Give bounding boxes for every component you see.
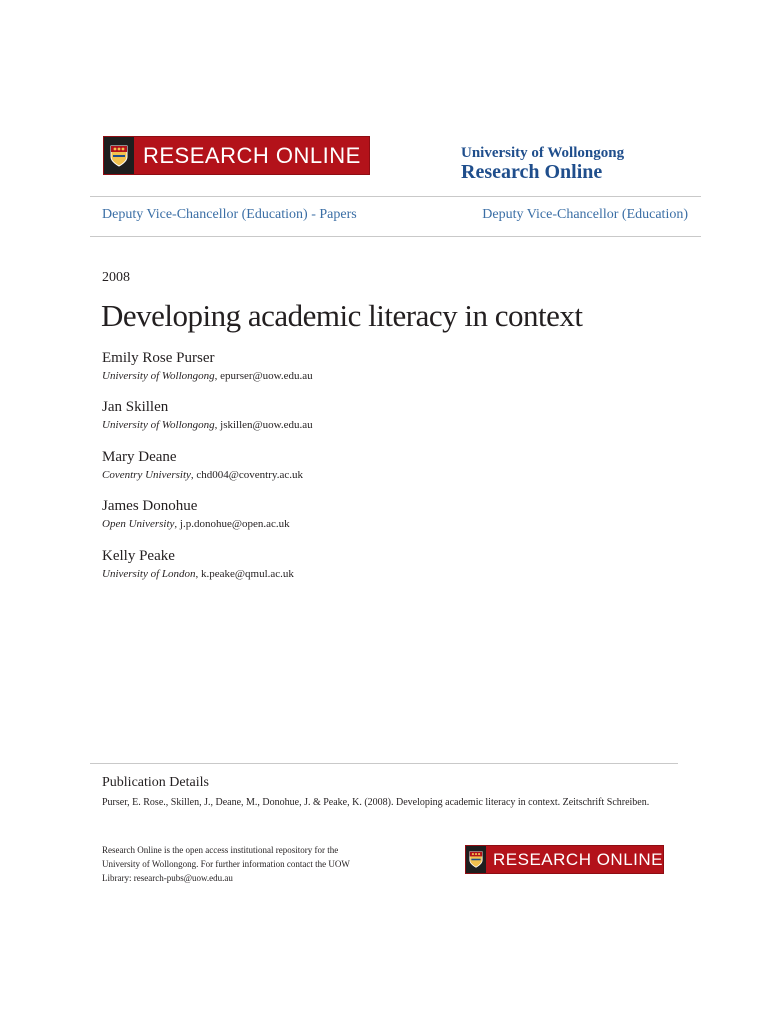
author-entry <box>102 449 303 481</box>
author-entry <box>102 548 294 580</box>
header-divider <box>90 196 701 197</box>
author-entry <box>102 399 313 431</box>
university-name[interactable]: University of Wollongong <box>461 145 625 161</box>
publication-details-heading: Publication Details <box>102 775 209 790</box>
author-affiliation: University of Wollongong, epurser@uow.edu.au <box>102 370 313 382</box>
collection-link-papers[interactable]: Deputy Vice-Chancellor (Education) - Papers <box>102 207 357 222</box>
author-affiliation: University of Wollongong, jskillen@uow.edu.au <box>102 419 313 431</box>
author-name: James Donohue <box>102 498 198 514</box>
uow-crest-icon <box>104 137 134 174</box>
author-affiliation: Open University, j.p.donohue@open.ac.uk <box>102 518 290 530</box>
author-name: Emily Rose Purser <box>102 350 215 366</box>
repository-note: Research Online is the open access institutional repository for the University of Wollongong. For further information contact the UOW Library: research-pubs@uow.edu.au <box>102 845 350 883</box>
collection-link-parent[interactable]: Deputy Vice-Chancellor (Education) <box>482 207 688 222</box>
logo-wordmark: RESEARCH ONLINE <box>493 849 663 869</box>
collections-divider <box>90 236 701 237</box>
author-affiliation: University of London, k.peake@qmul.ac.uk <box>102 568 294 580</box>
citation-text: Purser, E. Rose., Skillen, J., Deane, M., Donohue, J. & Peake, K. (2008). Developing academic literacy in context. Zeitschrift Schreiben. <box>102 797 650 808</box>
author-name: Kelly Peake <box>102 548 175 564</box>
research-online-logo[interactable] <box>103 136 370 175</box>
repository-name[interactable]: Research Online <box>461 161 603 183</box>
research-online-footer-logo[interactable] <box>465 845 664 874</box>
author-name: Mary Deane <box>102 449 177 465</box>
author-entry <box>102 498 290 530</box>
page-title: Developing academic literacy in context <box>101 298 583 333</box>
uow-crest-icon <box>466 846 486 873</box>
publication-year: 2008 <box>102 270 130 285</box>
logo-wordmark: RESEARCH ONLINE <box>143 142 361 168</box>
author-entry <box>102 350 313 382</box>
author-affiliation: Coventry University, chd004@coventry.ac.uk <box>102 469 303 481</box>
publication-divider <box>90 763 678 764</box>
author-name: Jan Skillen <box>102 399 169 415</box>
